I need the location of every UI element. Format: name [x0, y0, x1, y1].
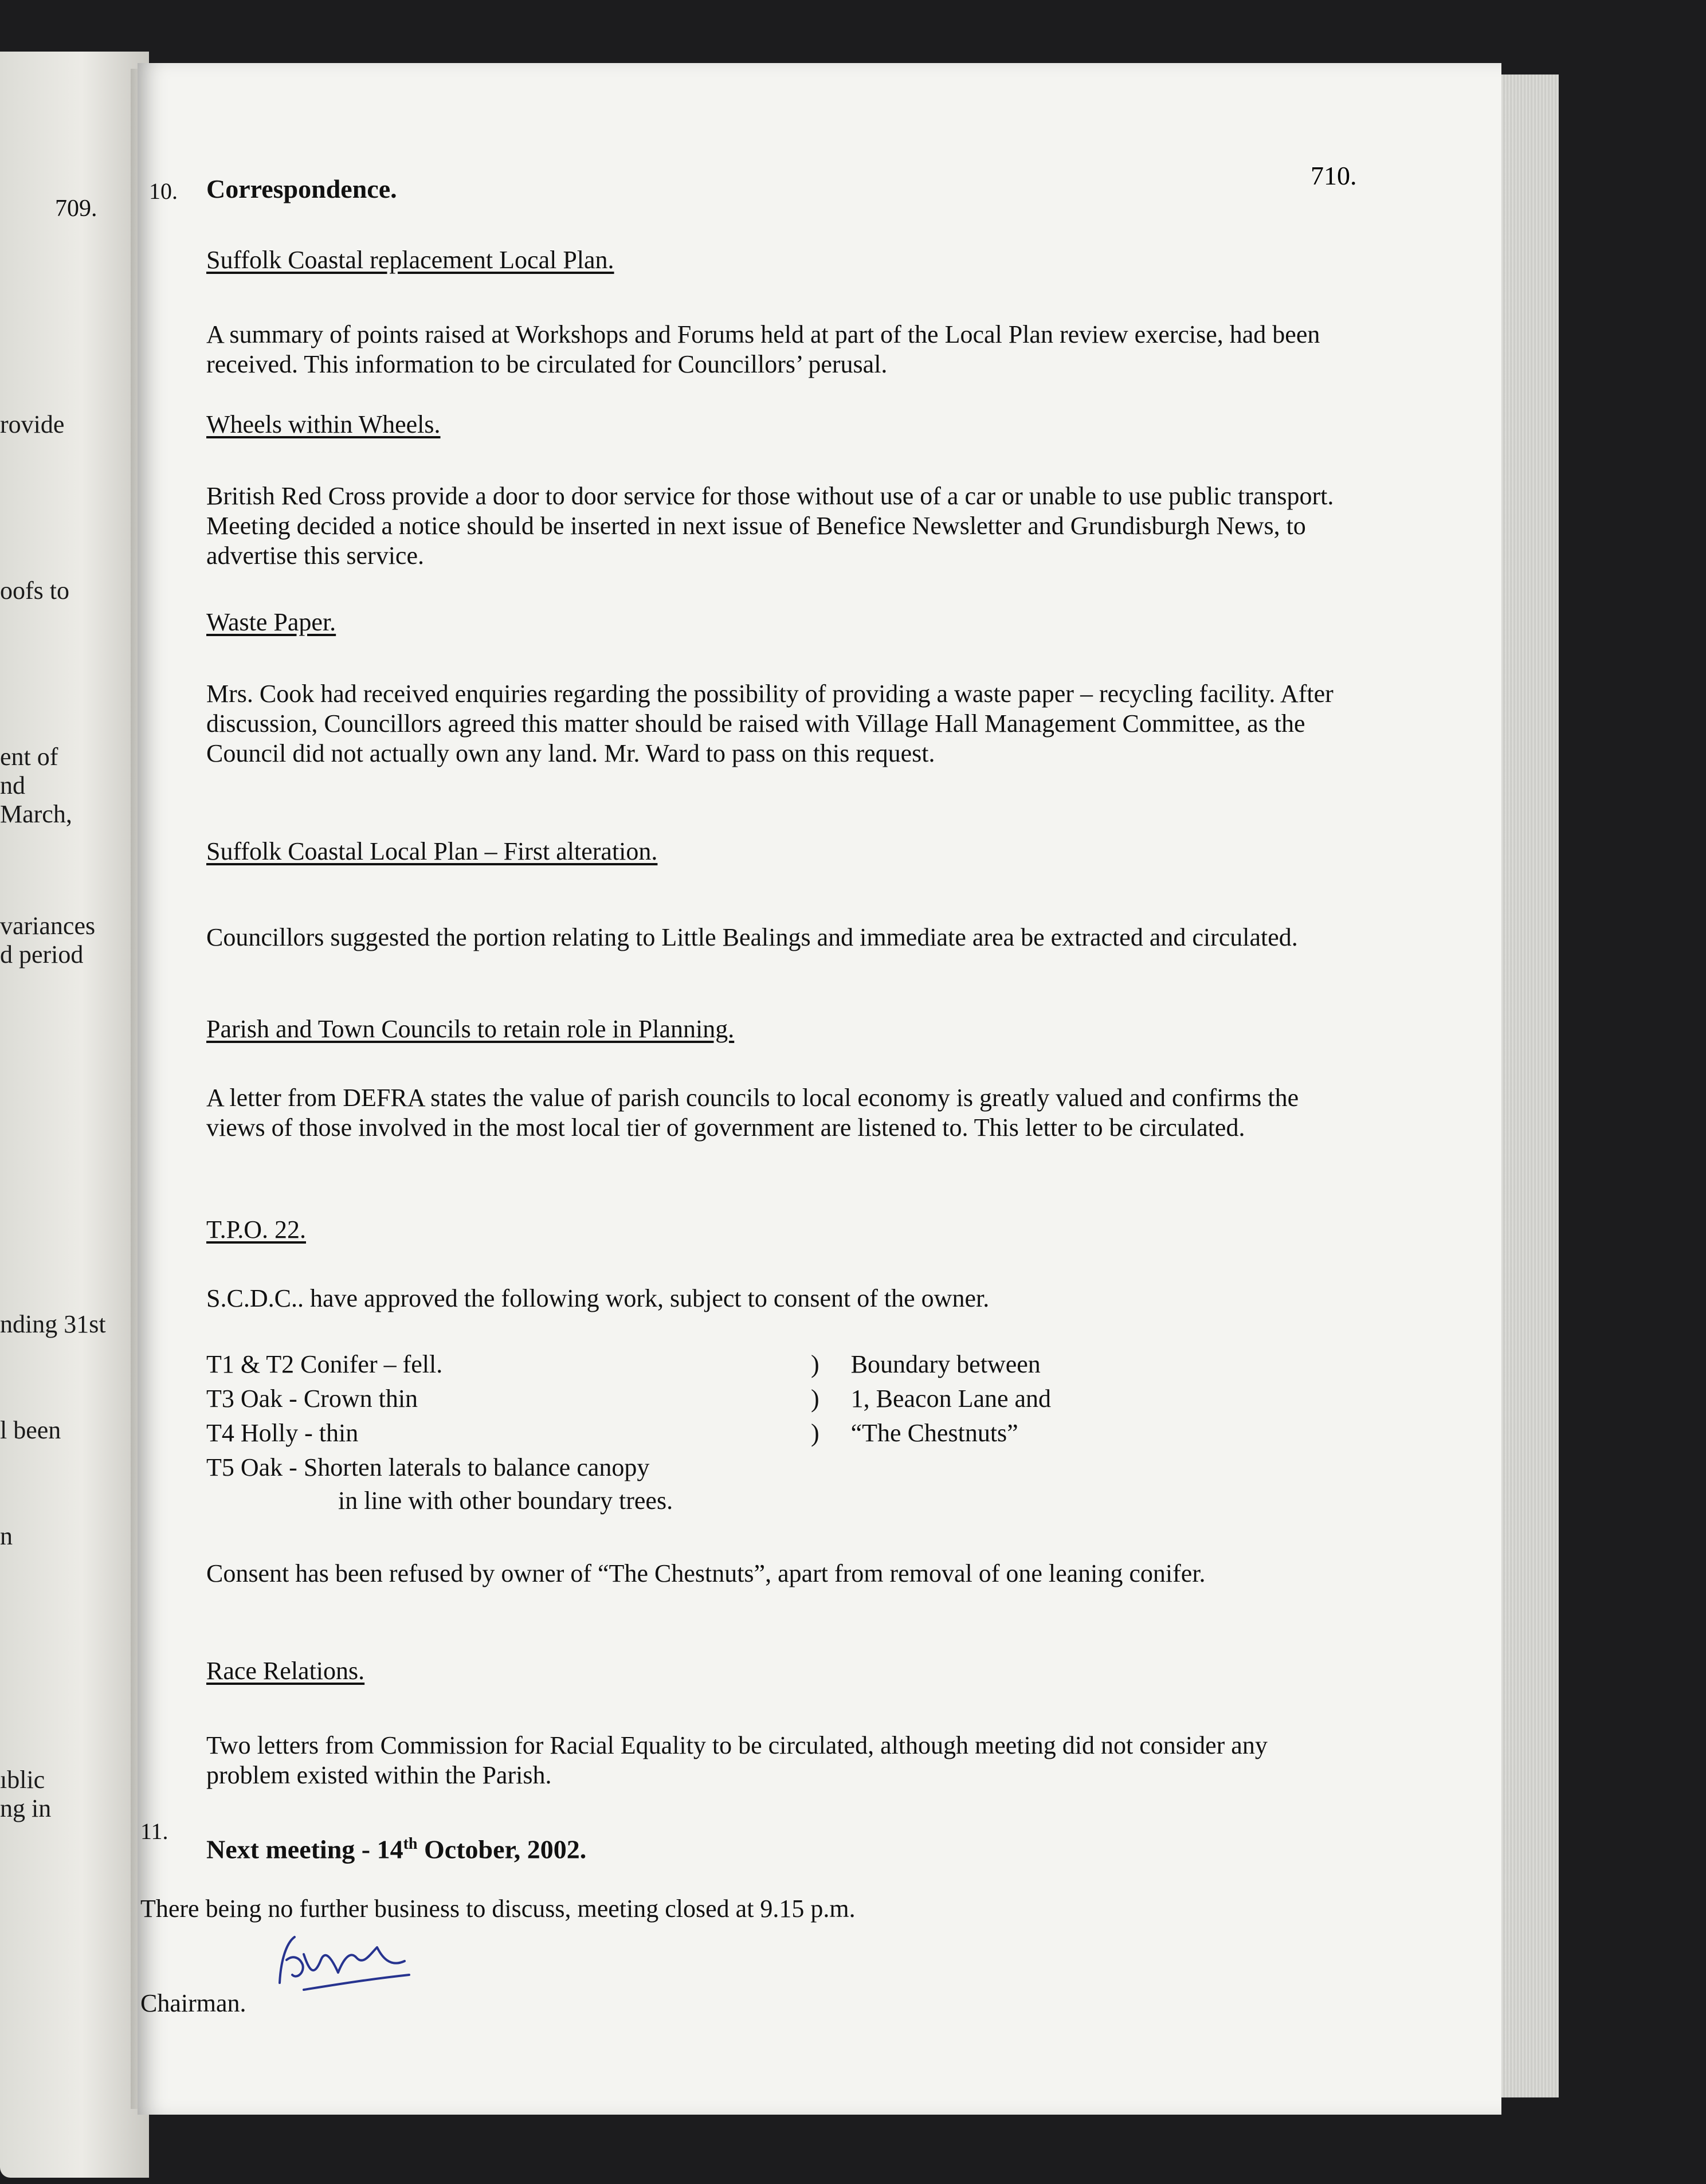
left-fragment: l been	[0, 1416, 61, 1444]
section-title: Correspondence.	[206, 174, 397, 203]
closing-text: There being no further business to discuss, meeting closed at 9.15 p.m.	[140, 1895, 856, 1923]
item-title: Suffolk Coastal Local Plan – First alteration.	[206, 837, 658, 865]
left-fragment: variances	[0, 912, 96, 940]
section-number: 10.	[149, 178, 178, 204]
tpo-work-item: T4 Holly - thin	[206, 1419, 359, 1447]
item-title: Race Relations.	[206, 1657, 365, 1685]
tpo-work-item: T1 & T2 Conifer – fell.	[206, 1350, 443, 1378]
left-fragment: nd	[0, 771, 25, 799]
item-title: Suffolk Coastal replacement Local Plan.	[206, 246, 614, 274]
left-fragment: March,	[0, 800, 72, 828]
left-fragment: ng in	[0, 1794, 52, 1822]
next-meeting-suffix: October, 2002.	[417, 1834, 587, 1864]
item-title: Wheels within Wheels.	[206, 410, 441, 438]
next-meeting	[206, 1829, 586, 1864]
item-text: A letter from DEFRA states the value of parish councils to local economy is greatly valued and confirms the views of those involved in the most local tier of government are listened to. This letter to be circulated.	[206, 1084, 1299, 1142]
next-meeting-prefix: Next meeting - 14	[206, 1834, 403, 1864]
tpo-location-list	[811, 1350, 1051, 1448]
left-fragment: nding 31st	[0, 1310, 106, 1338]
next-meeting-sup: th	[403, 1835, 418, 1853]
left-fragment: ıblic	[0, 1766, 45, 1794]
item-text: Mrs. Cook had received enquiries regarding the possibility of providing a waste paper – recycling facility. After discussion, Councillors agreed this matter should be raised with Village Hall Management Committee, as the Council did not actually own any land. Mr. Ward to pass on this request.	[206, 680, 1334, 767]
tpo-work-list	[206, 1350, 673, 1516]
chairman-label: Chairman.	[140, 1989, 246, 2017]
item-text: British Red Cross provide a door to door service for those without use of a car or unable to use public transport. Meeting decided a notice should be inserted in next issue of Benefice Newsletter and Grundisburgh News, to advertise this service.	[206, 482, 1334, 570]
tpo-location-item: ) 1, Beacon Lane and	[811, 1385, 1052, 1413]
section-number: 11.	[140, 1818, 168, 1844]
tpo-location-item: ) “The Chestnuts”	[811, 1419, 1018, 1447]
item-text: Two letters from Commission for Racial Equality to be circulated, although meeting did not consider any problem existed within the Parish.	[206, 1731, 1268, 1789]
tpo-location-item: ) Boundary between	[811, 1350, 1041, 1378]
left-fragment: rovide	[0, 410, 65, 438]
item-text: A summary of points raised at Workshops and Forums held at part of the Local Plan review exercise, had been received. This information to be circulated for Councillors’ perusal.	[206, 320, 1320, 378]
item-text: Councillors suggested the portion relating to Little Bealings and immediate area be extracted and circulated.	[206, 923, 1298, 951]
tpo-consent-text: Consent has been refused by owner of “The Chestnuts”, apart from removal of one leaning conifer.	[206, 1559, 1206, 1587]
item-title: Parish and Town Councils to retain role in Planning.	[206, 1015, 735, 1043]
left-fragment: ent of	[0, 743, 58, 771]
left-fragment: oofs to	[0, 577, 69, 605]
tpo-work-item: in line with other boundary trees.	[338, 1487, 673, 1515]
item-text: S.C.D.C.. have approved the following work, subject to consent of the owner.	[206, 1284, 990, 1312]
page-number: 710.	[1311, 161, 1357, 190]
left-page-number: 709.	[55, 195, 97, 222]
tpo-work-item: T3 Oak - Crown thin	[206, 1385, 418, 1413]
tpo-work-item: T5 Oak - Shorten laterals to balance canopy	[206, 1453, 650, 1481]
item-title: T.P.O. 22.	[206, 1215, 306, 1244]
page-edge-stack	[1496, 75, 1559, 2097]
left-page	[0, 52, 149, 2178]
signature-image	[269, 1920, 418, 2006]
left-fragment: d period	[0, 940, 84, 969]
item-title: Waste Paper.	[206, 608, 336, 636]
left-fragment: n	[0, 1522, 13, 1550]
